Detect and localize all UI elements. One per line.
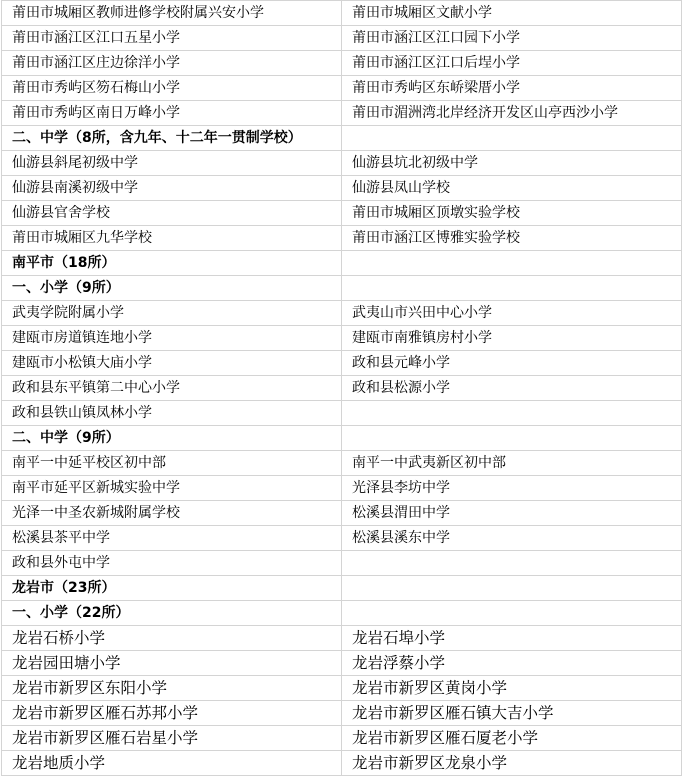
table-row (2, 526, 682, 551)
section-header-cell: 一、小学（22所） (2, 601, 342, 626)
section-header-row (2, 276, 682, 301)
school-name-cell: 南平一中武夷新区初中部 (342, 451, 682, 476)
school-name-cell: 龙岩石埠小学 (342, 626, 682, 651)
school-name-cell: 龙岩市新罗区雁石厦老小学 (342, 726, 682, 751)
table-row (2, 726, 682, 751)
school-name-cell: 龙岩市新罗区雁石镇大吉小学 (342, 701, 682, 726)
section-header-cell: 二、中学（9所） (2, 426, 342, 451)
table-row (2, 476, 682, 501)
school-name-cell (342, 401, 682, 426)
school-name-cell: 莆田市涵江区江口后埕小学 (342, 51, 682, 76)
school-name-cell: 松溪县渭田中学 (342, 501, 682, 526)
table-row (2, 501, 682, 526)
school-name-cell: 莆田市湄洲湾北岸经济开发区山亭西沙小学 (342, 101, 682, 126)
school-name-cell: 莆田市涵江区博雅实验学校 (342, 226, 682, 251)
table-row (2, 401, 682, 426)
school-list-body (2, 1, 682, 776)
section-header-row (2, 251, 682, 276)
table-row (2, 376, 682, 401)
section-header-row (2, 426, 682, 451)
table-row (2, 226, 682, 251)
school-name-cell (342, 551, 682, 576)
table-row (2, 551, 682, 576)
school-name-cell: 莆田市城厢区顶墩实验学校 (342, 201, 682, 226)
school-name-cell: 莆田市涵江区庄边徐洋小学 (2, 51, 342, 76)
section-header-row (2, 126, 682, 151)
school-list-table (1, 0, 682, 776)
table-row (2, 176, 682, 201)
school-name-cell: 龙岩地质小学 (2, 751, 342, 776)
section-header-cell (342, 576, 682, 601)
section-header-cell (342, 126, 682, 151)
table-row (2, 51, 682, 76)
school-name-cell: 莆田市城厢区文献小学 (342, 1, 682, 26)
school-name-cell: 建瓯市南雅镇房村小学 (342, 326, 682, 351)
school-name-cell: 龙岩市新罗区龙泉小学 (342, 751, 682, 776)
table-row (2, 351, 682, 376)
school-name-cell: 莆田市秀屿区东峤梁厝小学 (342, 76, 682, 101)
table-row (2, 76, 682, 101)
school-name-cell: 光泽一中圣农新城附属学校 (2, 501, 342, 526)
table-row (2, 676, 682, 701)
table-row (2, 1, 682, 26)
school-name-cell: 建瓯市小松镇大庙小学 (2, 351, 342, 376)
school-name-cell: 莆田市秀屿区笏石梅山小学 (2, 76, 342, 101)
school-name-cell: 光泽县李坊中学 (342, 476, 682, 501)
school-name-cell: 龙岩市新罗区雁石岩星小学 (2, 726, 342, 751)
section-header-cell (342, 276, 682, 301)
school-name-cell: 龙岩园田塘小学 (2, 651, 342, 676)
school-name-cell: 政和县铁山镇凤林小学 (2, 401, 342, 426)
table-row (2, 26, 682, 51)
school-name-cell: 仙游县南溪初级中学 (2, 176, 342, 201)
section-header-row (2, 576, 682, 601)
school-name-cell: 建瓯市房道镇连地小学 (2, 326, 342, 351)
school-name-cell: 龙岩石桥小学 (2, 626, 342, 651)
school-name-cell: 政和县东平镇第二中心小学 (2, 376, 342, 401)
section-header-cell: 一、小学（9所） (2, 276, 342, 301)
table-row (2, 651, 682, 676)
school-name-cell: 莆田市秀屿区南日万峰小学 (2, 101, 342, 126)
school-name-cell: 龙岩市新罗区雁石苏邦小学 (2, 701, 342, 726)
table-row (2, 201, 682, 226)
school-name-cell: 仙游县坑北初级中学 (342, 151, 682, 176)
school-name-cell: 莆田市城厢区教师进修学校附属兴安小学 (2, 1, 342, 26)
table-row (2, 101, 682, 126)
school-name-cell: 南平一中延平校区初中部 (2, 451, 342, 476)
section-header-cell: 龙岩市（23所） (2, 576, 342, 601)
school-name-cell: 松溪县茶平中学 (2, 526, 342, 551)
table-row (2, 151, 682, 176)
table-row (2, 451, 682, 476)
school-name-cell: 松溪县溪东中学 (342, 526, 682, 551)
school-name-cell: 政和县外屯中学 (2, 551, 342, 576)
section-header-cell: 南平市（18所） (2, 251, 342, 276)
table-row (2, 326, 682, 351)
school-name-cell: 南平市延平区新城实验中学 (2, 476, 342, 501)
table-row (2, 751, 682, 776)
school-name-cell: 政和县元峰小学 (342, 351, 682, 376)
table-row (2, 626, 682, 651)
table-row (2, 701, 682, 726)
section-header-cell (342, 251, 682, 276)
school-name-cell: 仙游县官舍学校 (2, 201, 342, 226)
school-name-cell: 龙岩市新罗区东阳小学 (2, 676, 342, 701)
section-header-row (2, 601, 682, 626)
section-header-cell (342, 601, 682, 626)
school-name-cell: 龙岩市新罗区黄岗小学 (342, 676, 682, 701)
school-name-cell: 武夷学院附属小学 (2, 301, 342, 326)
section-header-cell: 二、中学（8所，含九年、十二年一贯制学校） (2, 126, 342, 151)
school-name-cell: 莆田市涵江区江口园下小学 (342, 26, 682, 51)
table-row (2, 301, 682, 326)
section-header-cell (342, 426, 682, 451)
school-name-cell: 莆田市涵江区江口五星小学 (2, 26, 342, 51)
school-name-cell: 莆田市城厢区九华学校 (2, 226, 342, 251)
school-name-cell: 仙游县凤山学校 (342, 176, 682, 201)
school-name-cell: 龙岩浮蔡小学 (342, 651, 682, 676)
school-name-cell: 政和县松源小学 (342, 376, 682, 401)
school-name-cell: 武夷山市兴田中心小学 (342, 301, 682, 326)
school-name-cell: 仙游县斜尾初级中学 (2, 151, 342, 176)
